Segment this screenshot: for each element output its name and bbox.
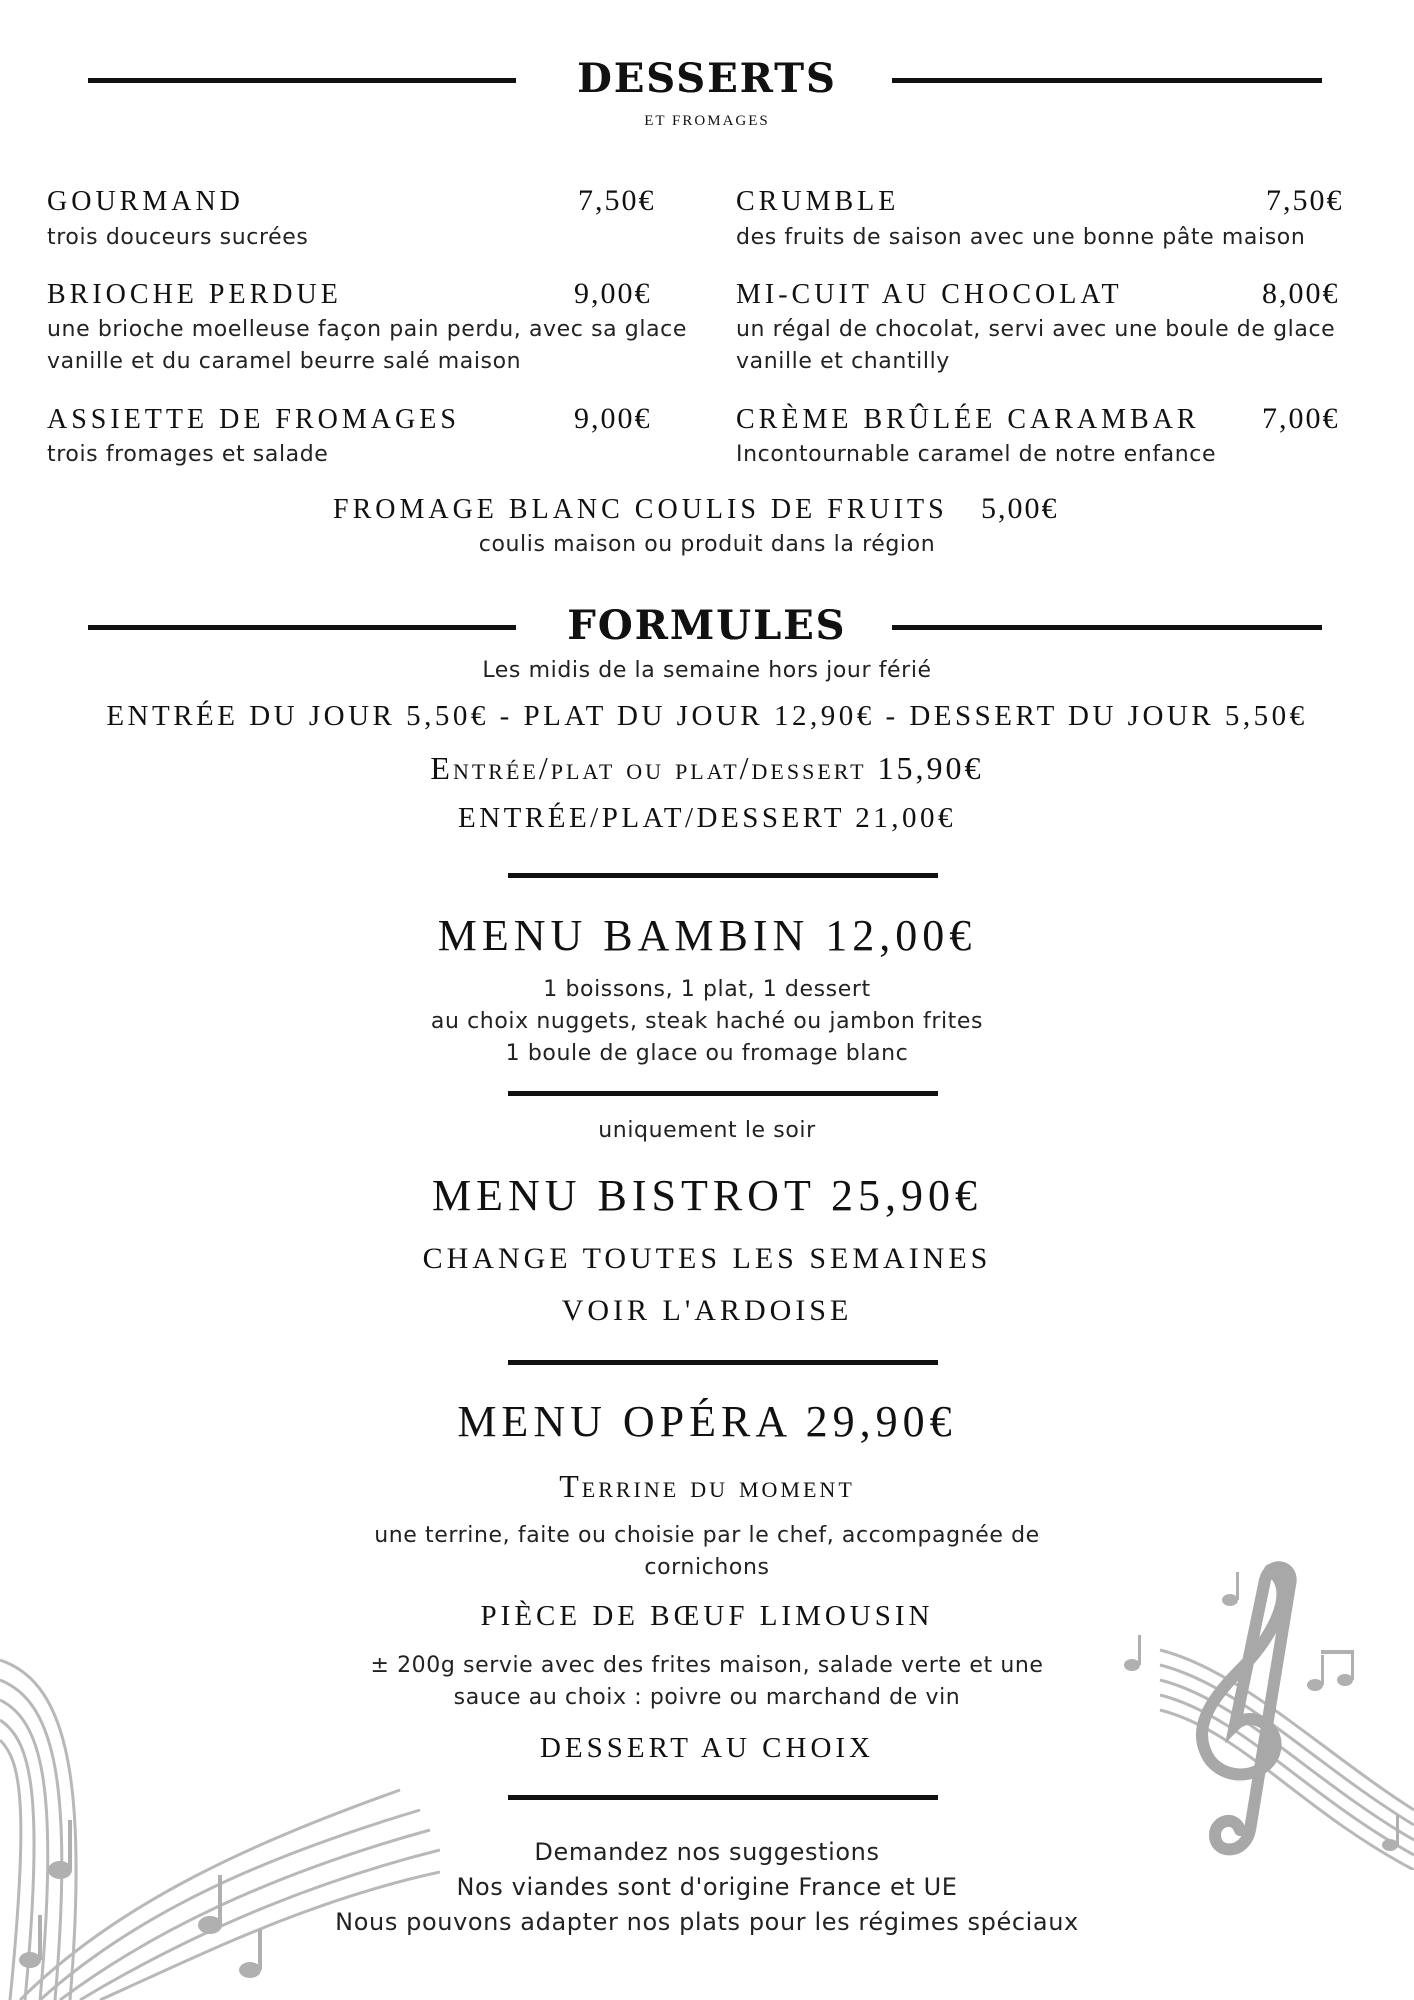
bambin-line-1: 1 boissons, 1 plat, 1 dessert [543,977,871,1002]
bistrot-line2: VOIR L'ARDOISE [561,1294,853,1327]
bistrot-rule-bottom [508,1360,938,1365]
desserts-title: DESSERTS [577,55,837,102]
dessert-name-crumble: CRUMBLE [736,186,900,217]
dessert-desc-crumble: des fruits de saison avec une bonne pâte maison [736,225,1306,250]
dessert-price-micuit: 8,00€ [1262,277,1340,310]
dessert-price-fromages: 9,00€ [574,402,652,435]
dessert-desc-brioche: une brioche moelleuse façon pain perdu, avec sa glace vanille et du caramel beurre salé maison [47,317,688,374]
footer-line-3: Nous pouvons adapter nos plats pour les régimes spéciaux [335,1908,1079,1936]
opera-course2-desc: ± 200g servie avec des frites maison, salade verte et une sauce au choix : poivre ou marchand de vin [370,1653,1044,1710]
bistrot-line1: CHANGE TOUTES LES SEMAINES [422,1242,992,1275]
bambin-line-3: 1 boule de glace ou fromage blanc [505,1041,909,1066]
treble-clef-decoration [1120,1550,1414,1870]
bistrot-note: uniquement le soir [598,1118,816,1143]
opera-course1-desc: une terrine, faite ou choisie par le chef, accompagnée de cornichons [374,1523,1040,1580]
dessert-price-creme-brulee: 7,00€ [1262,402,1340,435]
opera-course2: PIÈCE DE BŒUF LIMOUSIN [480,1600,934,1632]
opera-course3: DESSERT AU CHOIX [539,1732,875,1764]
opera-course1: Terrine du moment [559,1468,855,1504]
opera-rule-bottom [508,1795,938,1800]
dessert-price-brioche: 9,00€ [574,277,652,310]
footer-line-2: Nos viandes sont d'origine France et UE [456,1873,958,1901]
dessert-name-creme-brulee: CRÈME BRÛLÉE CARAMBAR [736,404,1200,435]
dessert-price-fromage-blanc: 5,00€ [981,492,1059,525]
formules-title: FORMULES [567,602,847,649]
dessert-price-crumble: 7,50€ [1266,184,1344,217]
dessert-desc-fromage-blanc: coulis maison ou produit dans la région [478,532,936,557]
dessert-desc-creme-brulee: Incontournable caramel de notre enfance [736,442,1217,467]
bambin-line-2: au choix nuggets, steak haché ou jambon frites [430,1009,984,1034]
dessert-name-brioche: BRIOCHE PERDUE [47,279,342,310]
bambin-rule-top [508,873,938,878]
formules-line2: Entrée/plat ou plat/dessert 15,90€ [430,750,984,786]
footer-line-1: Demandez nos suggestions [534,1838,880,1866]
dessert-name-gourmand: GOURMAND [47,186,244,217]
formules-line3: ENTRÉE/PLAT/DESSERT 21,00€ [458,802,956,834]
bistrot-title: MENU BISTROT 25,90€ [431,1171,983,1220]
dessert-name-fromages: ASSIETTE DE FROMAGES [47,404,460,435]
bambin-title: MENU BAMBIN 12,00€ [437,911,977,960]
formules-line1: ENTRÉE DU JOUR 5,50€ - PLAT DU JOUR 12,90€ - DESSERT DU JOUR 5,50€ [106,700,1308,732]
dessert-price-gourmand: 7,50€ [578,184,656,217]
dessert-name-micuit: MI-CUIT AU CHOCOLAT [736,279,1123,310]
dessert-desc-fromages: trois fromages et salade [47,442,329,467]
desserts-subtitle: ET FROMAGES [644,113,770,129]
bambin-rule-bottom [508,1091,938,1096]
opera-title: MENU OPÉRA 29,90€ [457,1397,957,1446]
dessert-desc-micuit: un régal de chocolat, servi avec une boule de glace vanille et chantilly [736,317,1336,374]
formules-subtitle: Les midis de la semaine hors jour férié [482,658,932,683]
dessert-name-fromage-blanc: FROMAGE BLANC COULIS DE FRUITS [333,494,948,525]
dessert-desc-gourmand: trois douceurs sucrées [47,225,309,250]
